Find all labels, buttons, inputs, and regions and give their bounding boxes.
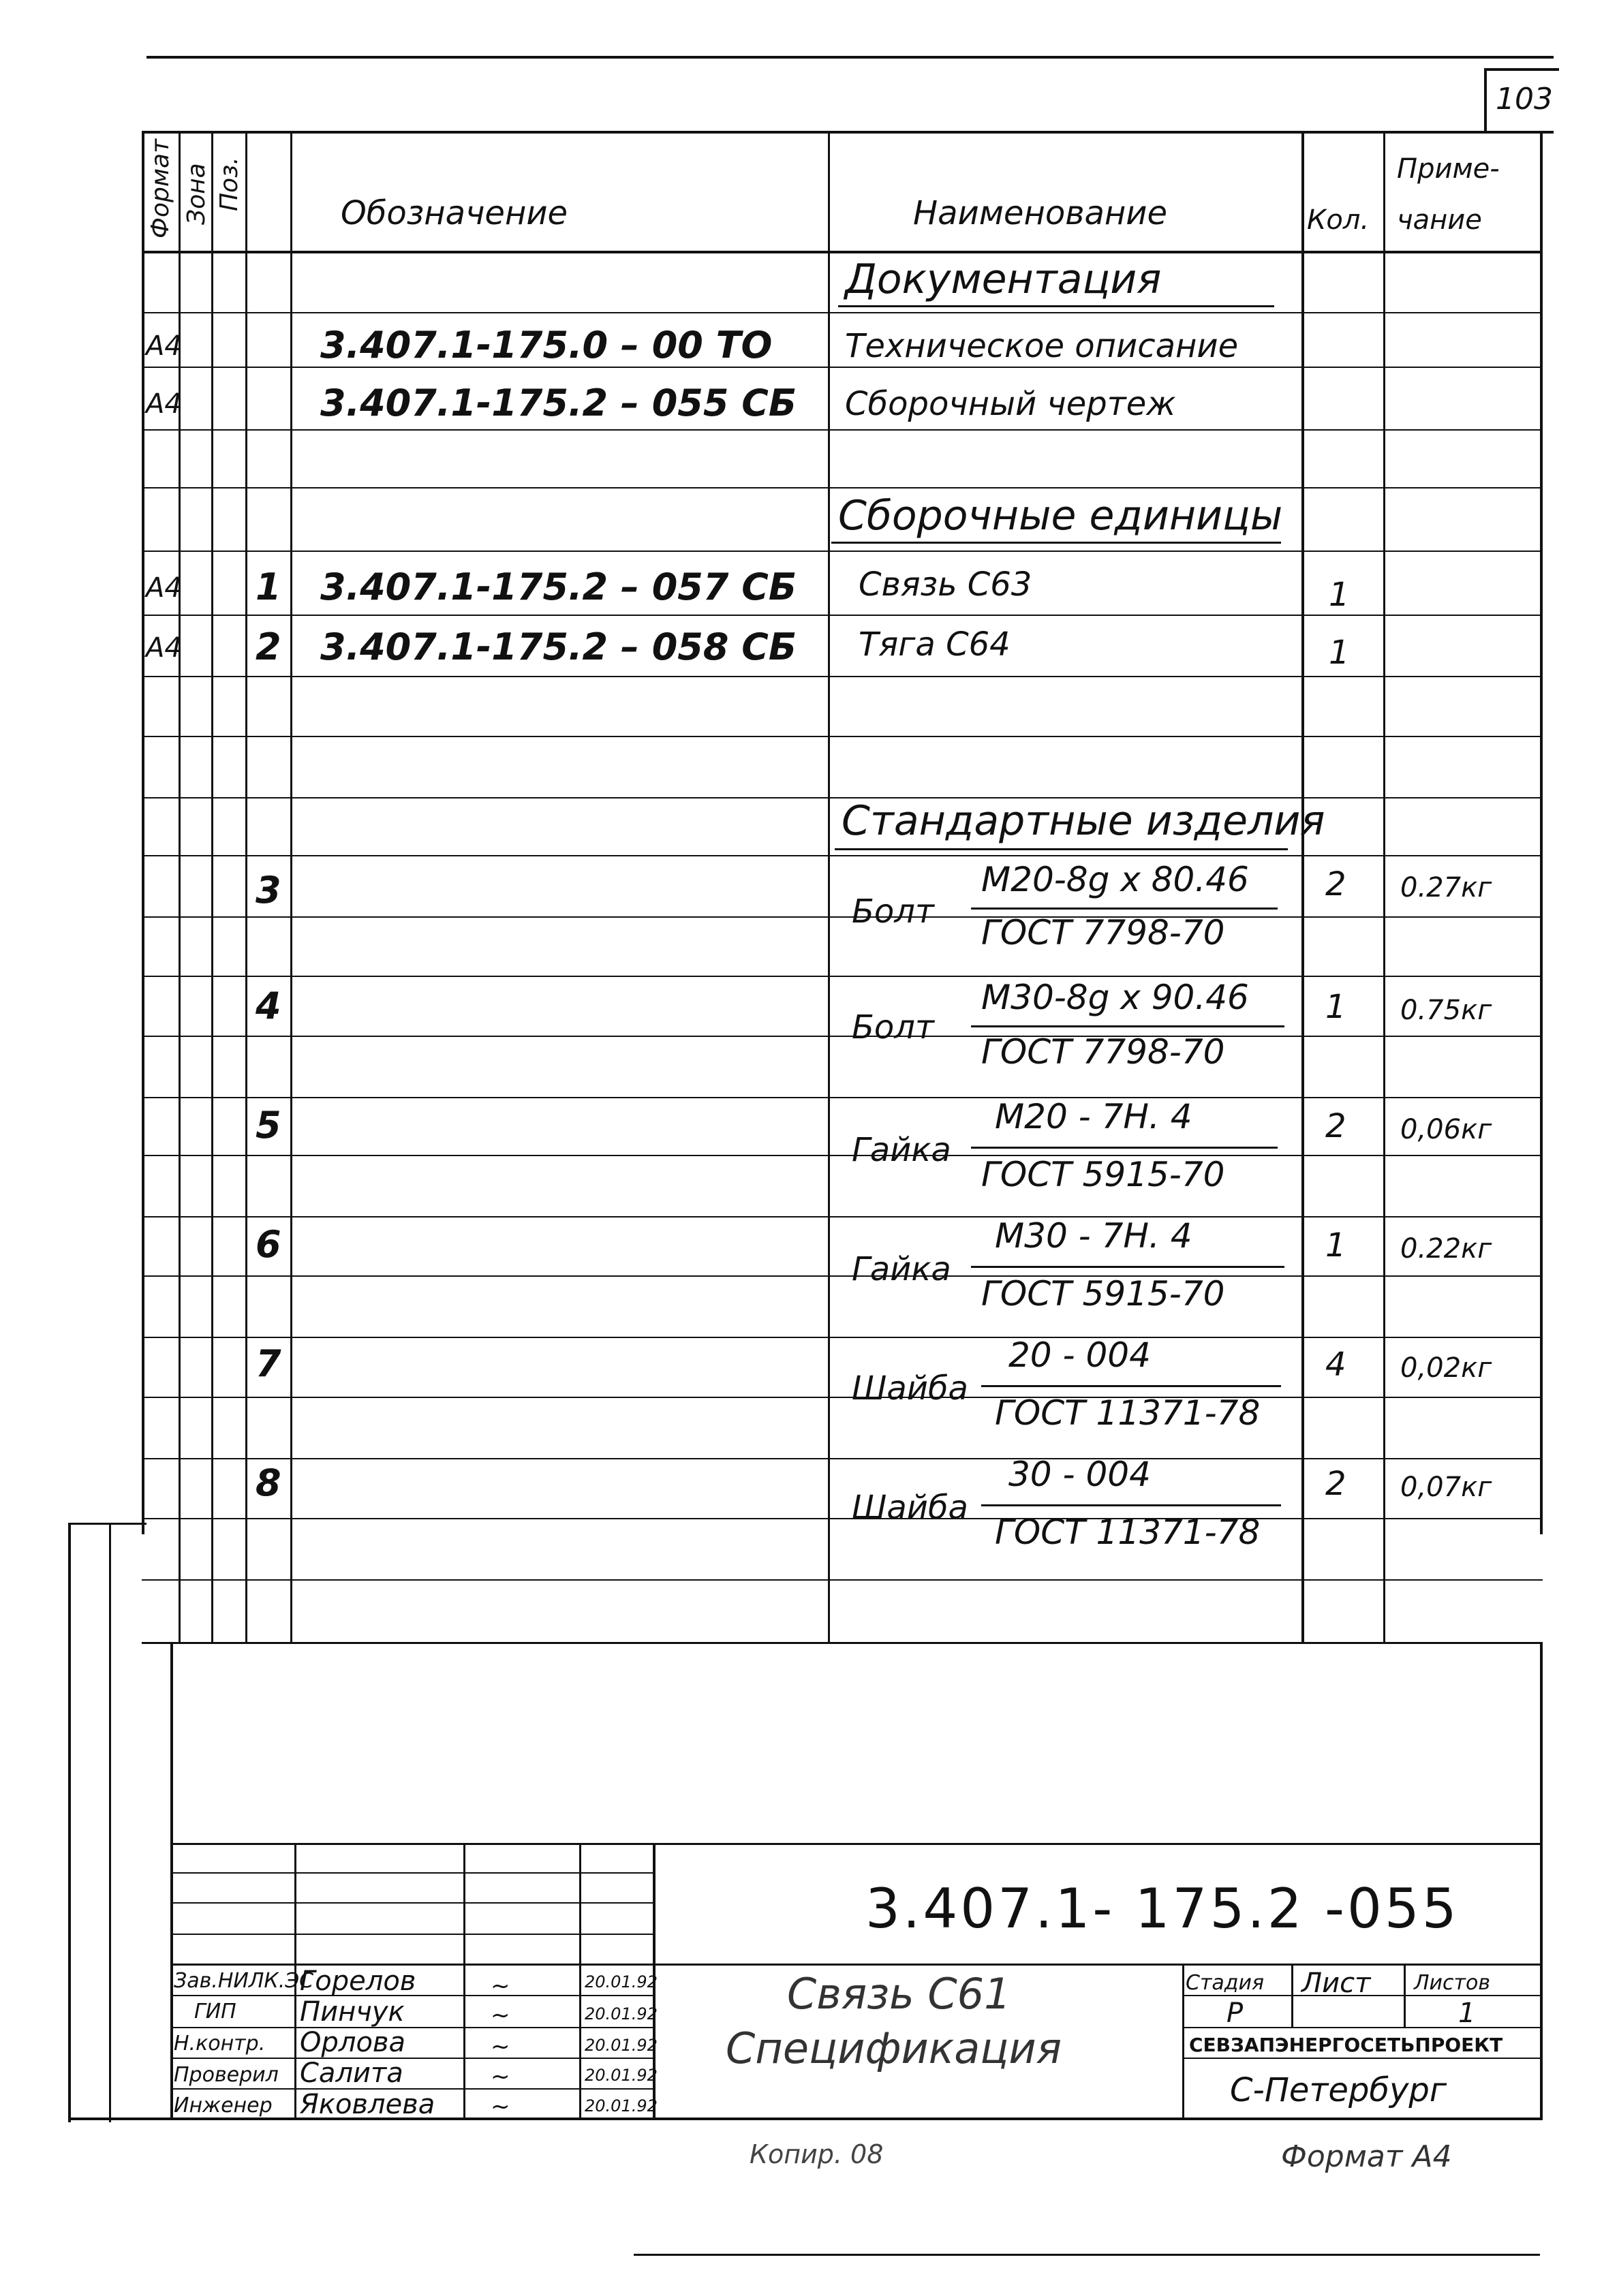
fraction-line (981, 1504, 1281, 1506)
cell-item-gost: ГОСТ 7798-70 (981, 1032, 1225, 1072)
sheet-label: Лист (1301, 1968, 1371, 1999)
col-pos (245, 131, 247, 1643)
cell-qty: 1 (1325, 1226, 1346, 1265)
cell-format: А4 (146, 388, 182, 420)
cell-designation: 3.407.1-175.0 – 00 ТО (320, 324, 773, 367)
top-rule (147, 56, 1554, 59)
cell-designation: 3.407.1-175.2 – 058 СБ (320, 625, 797, 668)
stage-label: Стадия (1186, 1971, 1265, 1995)
format-mark: Формат А4 (1281, 2139, 1452, 2174)
col-qty (1301, 131, 1304, 1643)
city: С-Петербург (1230, 2071, 1447, 2109)
stamp-mid (109, 1523, 111, 2122)
fraction-line (971, 1147, 1278, 1149)
col-name (828, 131, 830, 1643)
cell-note: 0.75кг (1400, 995, 1492, 1026)
cell-item-gost: ГОСТ 11371-78 (995, 1393, 1261, 1433)
corner-line (1484, 68, 1487, 133)
table-left (142, 131, 144, 1534)
document-name: Связь С61 (787, 1969, 1011, 2019)
sheets-value: 1 (1458, 1998, 1476, 2029)
cell-pos: 5 (256, 1104, 281, 1147)
header-bottom (142, 251, 1543, 253)
cell-item-spec: 30 - 004 (1008, 1455, 1151, 1494)
signer-name: Орлова (300, 2027, 405, 2058)
signature: ~ (491, 1972, 510, 2000)
signer-role: Проверил (174, 2063, 279, 2087)
tb-bottom (68, 2117, 1543, 2120)
fraction-line (971, 1025, 1284, 1027)
signer-date: 20.01.92 (585, 2096, 658, 2115)
cell-item-spec: М20 - 7Н. 4 (995, 1097, 1192, 1136)
cell-item-spec: М30 - 7Н. 4 (995, 1216, 1192, 1256)
cell-item-gost: ГОСТ 5915-70 (981, 1155, 1225, 1194)
signer-role: Н.контр. (174, 2032, 266, 2055)
signer-date: 20.01.92 (585, 2066, 658, 2085)
document-type: Спецификация (726, 2023, 1062, 2073)
cell-item-spec: М20-8g x 80.46 (981, 860, 1249, 899)
cell-note: 0.22кг (1400, 1233, 1492, 1265)
corner-line-top (1484, 68, 1559, 71)
signature: ~ (491, 2063, 510, 2090)
underline-documentation (838, 305, 1274, 307)
cell-item-gost: ГОСТ 5915-70 (981, 1274, 1225, 1314)
tb-right (1540, 1642, 1543, 2119)
fraction-line (981, 1385, 1281, 1387)
cell-item-gost: ГОСТ 11371-78 (995, 1512, 1261, 1552)
cell-format: А4 (146, 330, 182, 362)
cell-item-spec: 20 - 004 (1008, 1335, 1151, 1375)
cell-pos: 3 (256, 869, 281, 912)
signer-date: 20.01.92 (585, 2004, 658, 2023)
cell-format: А4 (146, 572, 182, 604)
section-standard: Стандартные изделия (842, 797, 1325, 845)
table-right (1540, 131, 1543, 1534)
cell-item-type: Гайка (852, 1131, 951, 1169)
bottom-rule (634, 2254, 1540, 2256)
cell-pos: 4 (256, 984, 281, 1027)
cell-item-type: Болт (852, 893, 934, 931)
cell-name: Тяга С64 (859, 625, 1011, 664)
cell-designation: 3.407.1-175.2 – 057 СБ (320, 565, 797, 608)
cell-pos: 7 (256, 1342, 281, 1385)
document-code: 3.407.1- 175.2 -055 (865, 1877, 1460, 1940)
signature: ~ (491, 2002, 510, 2029)
cell-qty: 2 (1325, 1107, 1346, 1145)
header-pos: Поз. (215, 157, 243, 211)
cell-item-type: Гайка (852, 1250, 951, 1288)
signer-name: Яковлева (300, 2089, 435, 2120)
col-note (1383, 131, 1385, 1643)
cell-name: Техническое описание (845, 327, 1239, 365)
signer-name: Пинчук (300, 1996, 405, 2028)
header-qty: Кол. (1307, 204, 1370, 236)
cell-name: Сборочный чертеж (845, 385, 1176, 423)
cell-item-gost: ГОСТ 7798-70 (981, 913, 1225, 952)
cell-note: 0.27кг (1400, 872, 1492, 903)
cell-qty: 1 (1325, 988, 1346, 1026)
underline-standard (835, 848, 1288, 850)
cell-qty: 2 (1325, 865, 1346, 903)
tb-left (170, 1642, 173, 2119)
cell-designation: 3.407.1-175.2 – 055 СБ (320, 382, 797, 424)
signer-name: Салита (300, 2058, 403, 2089)
sheets-label: Листов (1414, 1971, 1491, 1995)
sheet-corner-number: 103 (1496, 82, 1553, 117)
tb-code-top (170, 1843, 1543, 1845)
header-note-2: чание (1397, 204, 1482, 236)
signer-name: Горелов (300, 1966, 416, 1997)
col-zone (211, 131, 213, 1643)
cell-format: А4 (146, 632, 182, 664)
cell-qty: 2 (1325, 1465, 1346, 1503)
signer-role: Зав.НИЛК.ЭС (174, 1969, 314, 1993)
cell-name: Связь С63 (859, 565, 1032, 604)
signer-date: 20.01.92 (585, 2036, 658, 2055)
section-assemblies: Сборочные единицы (838, 492, 1283, 540)
underline-assemblies (831, 542, 1281, 544)
header-note-1: Приме- (1397, 153, 1500, 185)
cell-pos: 8 (256, 1461, 281, 1504)
cell-pos: 1 (256, 565, 281, 608)
signer-date: 20.01.92 (585, 1972, 658, 1991)
copied-mark: Копир. 08 (750, 2139, 884, 2169)
cell-note: 0,06кг (1400, 1114, 1492, 1145)
fraction-line (971, 907, 1278, 910)
stage-value: Р (1227, 1998, 1244, 2029)
signature: ~ (491, 2093, 510, 2120)
signer-role: ГИП (194, 2000, 236, 2023)
cell-item-type: Шайба (852, 1489, 968, 1527)
signature: ~ (491, 2033, 510, 2060)
header-zone: Зона (183, 163, 211, 225)
cell-note: 0,02кг (1400, 1352, 1492, 1384)
header-format: Формат (147, 138, 174, 238)
cell-qty: 1 (1329, 634, 1350, 672)
cell-item-type: Болт (852, 1008, 934, 1046)
cell-pos: 6 (256, 1223, 281, 1266)
organization: СЕВЗАПЭНЕРГОСЕТЬПРОЕКТ (1189, 2034, 1503, 2056)
stamp-left (68, 1523, 71, 2122)
section-documentation: Документация (845, 255, 1162, 303)
cell-qty: 4 (1325, 1346, 1346, 1384)
fraction-line (971, 1266, 1284, 1268)
col-designation (290, 131, 292, 1643)
stamp-top (68, 1523, 147, 1525)
cell-item-spec: М30-8g x 90.46 (981, 978, 1249, 1017)
cell-qty: 1 (1329, 576, 1350, 614)
table-top (142, 131, 1554, 134)
cell-item-type: Шайба (852, 1369, 968, 1408)
header-designation: Обозначение (341, 194, 568, 232)
cell-pos: 2 (256, 625, 281, 668)
cell-note: 0,07кг (1400, 1472, 1492, 1503)
signer-role: Инженер (174, 2094, 273, 2117)
header-name: Наименование (913, 194, 1168, 232)
